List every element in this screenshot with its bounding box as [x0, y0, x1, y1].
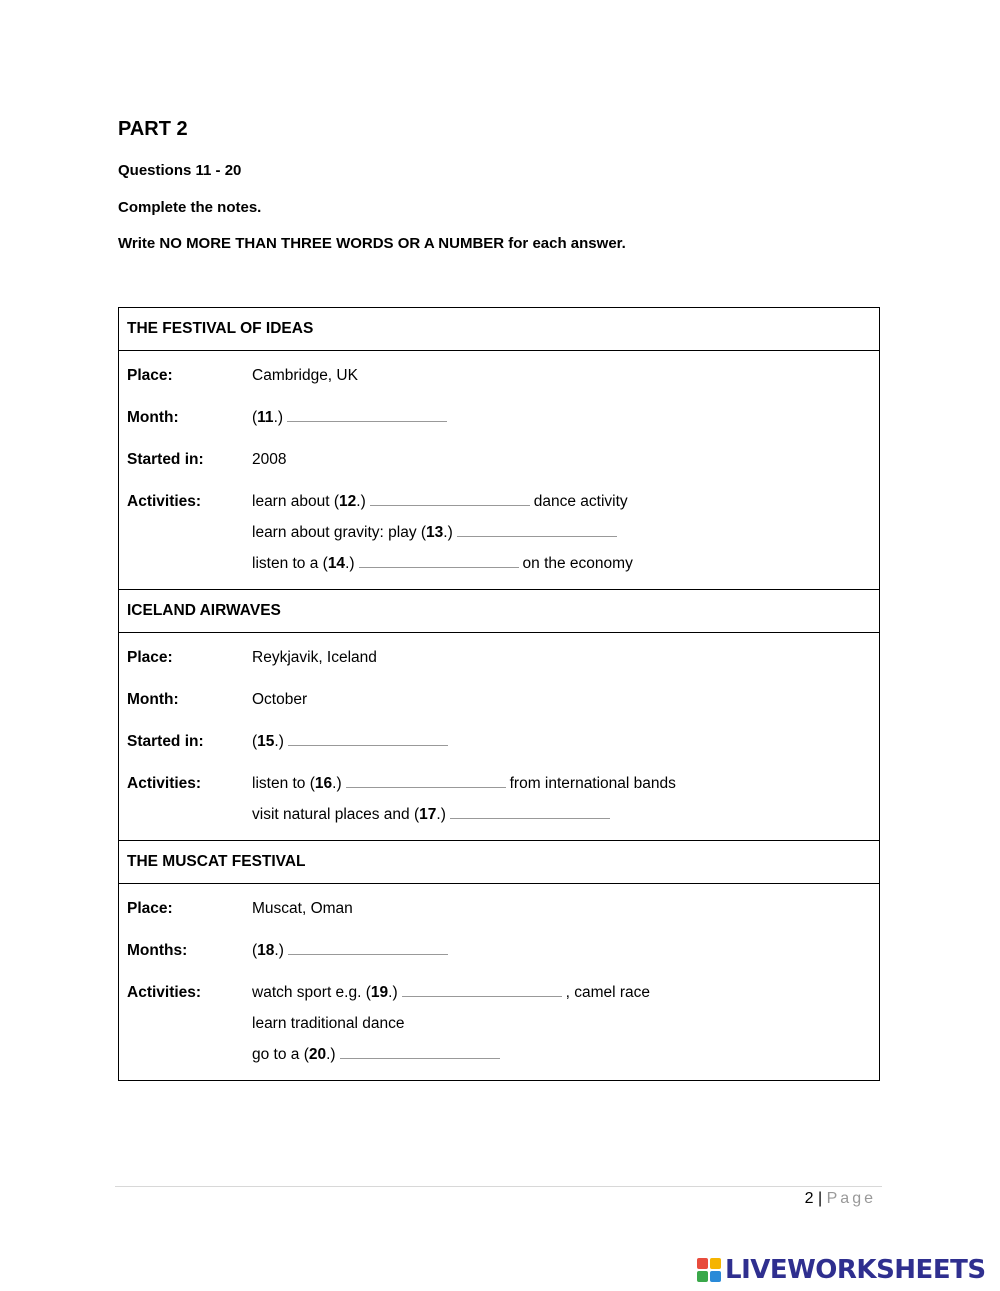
answer-blank-16[interactable] — [346, 775, 506, 788]
question-number: 20 — [308, 1046, 327, 1063]
question-number: 12 — [339, 493, 357, 510]
months-label: Months: — [127, 942, 188, 959]
answer-blank-13[interactable] — [457, 524, 617, 537]
logo-blocks-icon — [697, 1258, 721, 1282]
month-label: Month: — [127, 409, 179, 426]
answer-blank-15[interactable] — [288, 733, 448, 746]
month-value: October — [252, 691, 308, 708]
month-label: Month: — [127, 691, 179, 708]
logo-block — [710, 1258, 721, 1269]
activity-text: go to a ( — [252, 1046, 309, 1063]
page-separator: | — [813, 1190, 827, 1207]
activities-label: Activities: — [127, 775, 202, 792]
place-label: Place: — [127, 649, 173, 666]
activity-text: visit natural places and ( — [252, 806, 420, 823]
instruction-complete: Complete the notes. — [118, 199, 262, 216]
activities-label: Activities: — [127, 984, 202, 1001]
question-number: 14 — [327, 555, 346, 572]
activity-text: dance activity — [533, 493, 628, 510]
activity-text: learn about gravity: play ( — [252, 524, 427, 541]
activity-text: listen to a ( — [252, 555, 328, 572]
page-footer — [805, 1190, 876, 1208]
festival-title: ICELAND AIRWAVES — [119, 590, 879, 633]
activity-text: watch sport e.g. ( — [252, 984, 371, 1001]
activity-text: on the economy — [522, 555, 633, 572]
started-value: 2008 — [252, 451, 287, 468]
logo-block — [710, 1271, 721, 1282]
answer-blank-11[interactable] — [287, 409, 447, 422]
place-label: Place: — [127, 367, 173, 384]
festival-section: THE MUSCAT FESTIVAL Place: Muscat, Oman Months: (18.) Activities: watch sport e.g. (19.) , camel race learn traditional dance go to a (20.) — [119, 841, 879, 1080]
instruction-word-limit: Write NO MORE THAN THREE WORDS OR A NUMBER for each answer. — [118, 235, 626, 252]
logo-block — [697, 1258, 708, 1269]
logo-text: LIVEWORKSHEETS — [725, 1255, 986, 1285]
answer-blank-12[interactable] — [370, 493, 530, 506]
question-number: 11 — [257, 409, 274, 426]
page-number: 2 — [804, 1190, 814, 1207]
page-word: Page — [826, 1190, 876, 1207]
answer-blank-20[interactable] — [340, 1046, 500, 1059]
part-title: PART 2 — [118, 118, 188, 140]
answer-blank-14[interactable] — [359, 555, 519, 568]
question-number: 15 — [257, 733, 275, 750]
activity-text: learn about ( — [252, 493, 340, 510]
festival-section: ICELAND AIRWAVES Place: Reykjavik, Iceland Month: October Started in: (15.) Activities: listen to (16.) from international bands visit natural places and (17.) — [119, 590, 879, 841]
activity-text: listen to ( — [252, 775, 315, 792]
logo-block — [697, 1271, 708, 1282]
activity-text: from international bands — [509, 775, 676, 792]
question-number: 17 — [419, 806, 437, 823]
festival-title: THE FESTIVAL OF IDEAS — [119, 308, 879, 351]
activities-label: Activities: — [127, 493, 202, 510]
started-label: Started in: — [127, 451, 204, 468]
place-value: Muscat, Oman — [252, 900, 353, 917]
question-number: 13 — [426, 524, 444, 541]
questions-range: Questions 11 - 20 — [118, 162, 242, 179]
started-label: Started in: — [127, 733, 204, 750]
place-label: Place: — [127, 900, 173, 917]
place-value: Reykjavik, Iceland — [252, 649, 377, 666]
notes-table — [118, 307, 880, 1081]
answer-blank-17[interactable] — [450, 806, 610, 819]
activity-text: , camel race — [565, 984, 651, 1001]
festival-title: THE MUSCAT FESTIVAL — [119, 841, 879, 884]
question-number: 18 — [257, 942, 275, 959]
answer-blank-18[interactable] — [288, 942, 448, 955]
question-number: 16 — [314, 775, 333, 792]
question-number: 19 — [370, 984, 389, 1001]
footer-divider — [115, 1186, 882, 1187]
place-value: Cambridge, UK — [252, 367, 358, 384]
activity-text: learn traditional dance — [252, 1015, 405, 1032]
festival-section: THE FESTIVAL OF IDEAS Place: Cambridge, UK Month: (11.) Started in: 2008 Activities: learn about (12.) dance activity learn about gravity: play (13.) listen to a (14.) on the economy — [119, 308, 879, 590]
liveworksheets-logo[interactable] — [697, 1256, 986, 1284]
answer-blank-19[interactable] — [402, 984, 562, 997]
